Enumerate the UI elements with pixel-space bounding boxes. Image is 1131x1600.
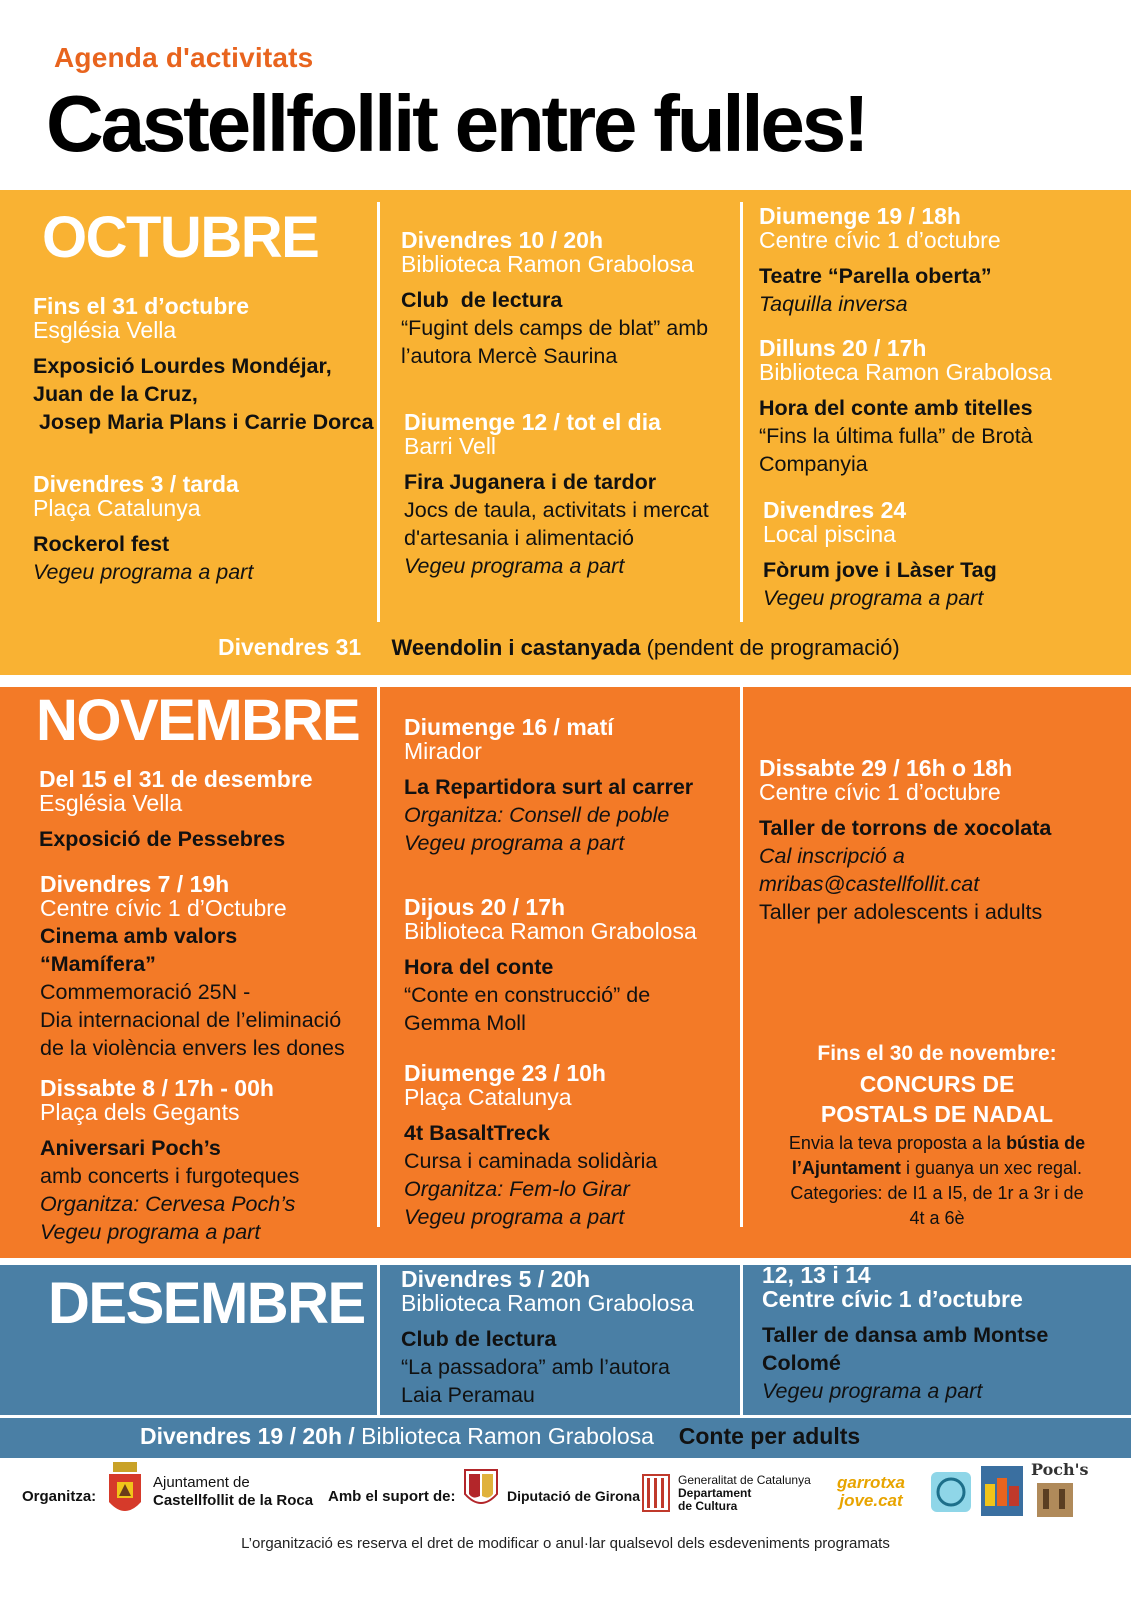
event-desc: “Fugint dels camps de blat” amb xyxy=(401,316,709,340)
event-date: Divendres 19 / 20h / xyxy=(140,1423,355,1449)
event xyxy=(33,294,374,436)
event-name: Taller de torrons de xocolata xyxy=(759,816,1052,840)
month-heading: NOVEMBRE xyxy=(36,688,360,753)
concurs-text: i guanya un xec regal. xyxy=(900,1158,1083,1178)
event-date: Diumenge 19 / 18h xyxy=(759,203,961,229)
event-note: Cal inscripció a xyxy=(759,844,905,868)
event xyxy=(40,1076,299,1246)
subtitle: Agenda d'activitats xyxy=(54,42,314,73)
event-place: Biblioteca Ramon Grabolosa xyxy=(759,359,1052,385)
event-place: Església Vella xyxy=(33,317,177,343)
event-date: Diumenge 12 / tot el dia xyxy=(404,409,661,435)
logo-text-line: de Cultura xyxy=(678,1499,738,1513)
logo-text-line: garrotxa xyxy=(836,1473,906,1492)
event-date: Divendres 5 / 20h xyxy=(401,1266,591,1292)
event-date: Divendres 3 / tarda xyxy=(33,471,239,497)
event-name: Juan de la Cruz, xyxy=(33,382,198,406)
event-desc: l’autora Mercè Saurina xyxy=(401,344,618,368)
event-note: Vegeu programa a part xyxy=(404,1205,625,1229)
event-name: “Mamífera” xyxy=(40,952,156,976)
event-date: Divendres 31 xyxy=(218,634,362,660)
diputacio-logo-text: Diputació de Girona xyxy=(507,1488,641,1504)
event-place: Biblioteca Ramon Grabolosa xyxy=(401,1290,694,1316)
event-note: Organitza: Fem-lo Girar xyxy=(404,1177,630,1201)
divider xyxy=(740,202,743,622)
circle-logo-icon xyxy=(931,1472,971,1512)
logo-text-line: Castellfollit de la Roca xyxy=(153,1492,314,1509)
concurs-date: Fins el 30 de novembre: xyxy=(817,1042,1057,1065)
event-place: Mirador xyxy=(404,738,482,764)
event-desc: Cursa i caminada solidària xyxy=(404,1149,658,1173)
event-name: Club de lectura xyxy=(401,288,563,312)
event-place: Centre cívic 1 d’octubre xyxy=(759,779,1001,805)
event-date: Divendres 24 xyxy=(763,497,907,523)
event xyxy=(33,472,253,586)
event-name: Rockerol fest xyxy=(33,532,170,556)
event-place: Plaça Catalunya xyxy=(33,495,201,521)
event-date: Del 15 el 31 de desembre xyxy=(39,766,313,792)
desembre-bottom-bar xyxy=(0,1418,1131,1458)
page-title: Castellfollit entre fulles! xyxy=(46,79,867,168)
novembre-section xyxy=(0,687,1131,1258)
event-note: Organitza: Consell de poble xyxy=(404,803,670,827)
event-desc: Dia internacional de l’eliminació xyxy=(40,1008,342,1032)
event-note: Organitza: Cervesa Poch’s xyxy=(40,1192,296,1216)
event-place: Biblioteca Ramon Grabolosa xyxy=(404,918,697,944)
generalitat-logo-text xyxy=(678,1474,811,1513)
event-name: Exposició Lourdes Mondéjar, xyxy=(33,354,332,378)
event-place: Centre cívic 1 d’octubre xyxy=(759,227,1001,253)
event-date: Fins el 31 d’octubre xyxy=(33,293,249,319)
logo-text-line: Ajuntament de xyxy=(153,1474,250,1491)
event-place: Església Vella xyxy=(39,790,183,816)
logo-text-line: Poch's xyxy=(1031,1460,1089,1479)
event xyxy=(404,410,709,580)
event-desc: de la violència envers les dones xyxy=(40,1036,345,1060)
concurs-text: 4t a 6è xyxy=(909,1208,965,1228)
event-name: Teatre “Parella oberta” xyxy=(759,264,992,288)
event xyxy=(763,498,997,612)
event-note: mribas@castellfollit.cat xyxy=(759,872,980,896)
event-name: Josep Maria Plans i Carrie Dorca xyxy=(33,410,374,434)
octubre-section xyxy=(0,190,1131,675)
concurs-title: POSTALS DE NADAL xyxy=(820,1101,1054,1127)
desembre-section xyxy=(0,1265,1131,1415)
event xyxy=(40,872,345,1062)
event-place: Barri Vell xyxy=(404,433,497,459)
event-name: Cinema amb valors xyxy=(40,924,238,948)
event-date: Dissabte 8 / 17h - 00h xyxy=(40,1075,274,1101)
castellfollit-shield-icon xyxy=(105,1462,145,1520)
generalitat-flag-icon xyxy=(642,1474,670,1512)
event-name: Conte per adults xyxy=(678,1423,861,1449)
event-date: 12, 13 i 14 xyxy=(762,1265,871,1288)
event-note: Vegeu programa a part xyxy=(40,1220,261,1244)
concurs-title: CONCURS DE xyxy=(859,1071,1015,1097)
month-heading: DESEMBRE xyxy=(48,1271,365,1336)
event-date: Dijous 20 / 17h xyxy=(404,894,566,920)
event-place: Centre cívic 1 d’Octubre xyxy=(40,895,287,921)
month-heading: OCTUBRE xyxy=(42,205,319,270)
event-name: 4t BasaltTreck xyxy=(404,1121,550,1145)
concurs-text: bústia de xyxy=(1006,1133,1086,1153)
organitza-label: Organitza: xyxy=(22,1488,97,1505)
event-place: Centre cívic 1 d’octubre xyxy=(762,1286,1023,1312)
diputacio-shield-icon xyxy=(463,1466,499,1512)
sponsors-footer xyxy=(0,1460,1131,1530)
event xyxy=(759,756,1051,926)
divider xyxy=(377,1265,380,1415)
event-name: Hora del conte amb titelles xyxy=(759,396,1033,420)
event-place: Plaça dels Gegants xyxy=(40,1099,240,1125)
concurs-postals xyxy=(748,1039,1126,1231)
event-desc: “Conte en construcció” de xyxy=(404,983,651,1007)
suport-label: Amb el suport de: xyxy=(328,1488,456,1505)
event xyxy=(401,228,708,370)
event xyxy=(404,715,693,857)
disclaimer: L’organització es reserva el dret de modificar o anul·lar qualsevol dels esdeveniments programats xyxy=(241,1535,890,1552)
event-date: Diumenge 16 / matí xyxy=(404,714,614,740)
event-desc: Companyia xyxy=(759,452,868,476)
event-desc: “La passadora” amb l’autora xyxy=(401,1355,670,1379)
event-date: Dissabte 29 / 16h o 18h xyxy=(759,755,1013,781)
event-name: Fira Juganera i de tardor xyxy=(404,470,657,494)
event-place: Biblioteca Ramon Grabolosa xyxy=(354,1423,654,1449)
event-note: Vegeu programa a part xyxy=(763,586,984,610)
event xyxy=(404,1061,657,1231)
event-desc: d'artesania i alimentació xyxy=(404,526,634,550)
divider xyxy=(377,687,380,1227)
event-note: Vegeu programa a part xyxy=(404,554,625,578)
logo-text-line: jove.cat xyxy=(839,1491,903,1510)
concurs-text: l’Ajuntament xyxy=(791,1158,901,1178)
divider xyxy=(740,1265,743,1415)
event xyxy=(759,204,1001,318)
event-name: Fòrum jove i Làser Tag xyxy=(763,558,997,582)
event-note: Vegeu programa a part xyxy=(404,831,625,855)
event-date: Diumenge 23 / 10h xyxy=(404,1060,606,1086)
event-name: Aniversari Poch’s xyxy=(40,1136,221,1160)
event xyxy=(759,336,1052,478)
consell-poble-logo-icon xyxy=(981,1466,1023,1516)
pochs-logo xyxy=(1031,1460,1089,1522)
divider xyxy=(740,687,743,1227)
event-desc: amb concerts i furgoteques xyxy=(40,1164,300,1188)
event-date: Divendres 7 / 19h xyxy=(40,871,230,897)
event-name: Exposició de Pessebres xyxy=(39,827,286,851)
event-place: Biblioteca Ramon Grabolosa xyxy=(401,251,694,277)
event-name: Taller de dansa amb Montse xyxy=(762,1323,1049,1347)
event-note: Taquilla inversa xyxy=(759,292,908,316)
event xyxy=(762,1265,1048,1405)
event-name: Colomé xyxy=(762,1351,841,1375)
event xyxy=(401,1267,694,1409)
garrotxa-jove-logo xyxy=(820,1474,922,1516)
event-name: La Repartidora surt al carrer xyxy=(404,775,694,799)
event-desc: Laia Peramau xyxy=(401,1383,535,1407)
event-name: Weendolin i castanyada xyxy=(391,635,641,660)
event-place: Local piscina xyxy=(763,521,896,547)
logo-text-line: Generalitat de Catalunya xyxy=(678,1473,811,1487)
event xyxy=(39,767,313,853)
event-desc: Commemoració 25N - xyxy=(40,980,251,1004)
event-desc: “Fins la última fulla” de Brotà xyxy=(759,424,1033,448)
logo-text-line: Departament xyxy=(678,1486,752,1500)
event-note: Vegeu programa a part xyxy=(762,1379,983,1403)
concurs-text: Categories: de I1 a I5, de 1r a 3r i de xyxy=(790,1183,1084,1203)
event-desc: Taller per adolescents i adults xyxy=(759,900,1043,924)
event-place: Plaça Catalunya xyxy=(404,1084,572,1110)
event-date: Dilluns 20 / 17h xyxy=(759,335,927,361)
event-name: Club de lectura xyxy=(401,1327,557,1351)
divider xyxy=(377,202,380,622)
event-date: Divendres 10 / 20h xyxy=(401,227,603,253)
event-conte-adults xyxy=(140,1423,860,1450)
event-name: Hora del conte xyxy=(404,955,554,979)
event-note: Vegeu programa a part xyxy=(33,560,254,584)
event-weendolin xyxy=(218,634,900,661)
event-note: (pendent de programació) xyxy=(640,635,900,660)
ajuntament-logo-text xyxy=(153,1474,313,1510)
event-desc: Jocs de taula, activitats i mercat xyxy=(404,498,709,522)
event xyxy=(404,895,697,1037)
event-desc: Gemma Moll xyxy=(404,1011,526,1035)
concurs-text: Envia la teva proposta a la xyxy=(788,1133,1007,1153)
